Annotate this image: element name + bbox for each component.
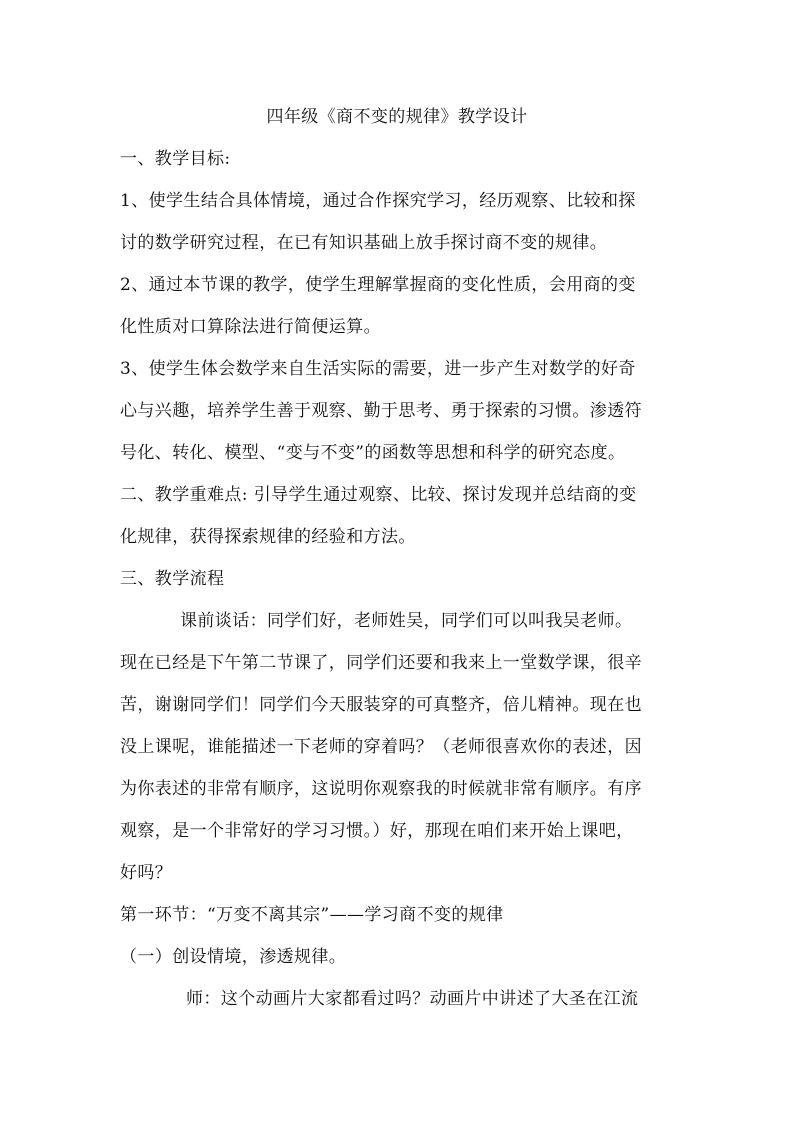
paragraph-line: 3、使学生体会数学来自生活实际的需要，进一步产生对数学的好奇 bbox=[120, 359, 636, 379]
paragraph-line: 没上课呢，谁能描述一下老师的穿着吗？（老师很喜欢你的表述，因 bbox=[120, 737, 642, 757]
paragraph-line: 好吗？ bbox=[120, 863, 173, 883]
section-heading-process: 三、教学流程 bbox=[120, 569, 225, 589]
paragraph-line: 讨的数学研究过程，在已有知识基础上放手探讨商不变的规律。 bbox=[120, 233, 608, 253]
paragraph-line: 现在已经是下午第二节课了，同学们还要和我来上一堂数学课，很辛 bbox=[120, 653, 642, 673]
paragraph-line: 为你表述的非常有顺序，这说明你观察我的时候就非常有顺序。有序 bbox=[120, 779, 642, 799]
paragraph-line: 师：这个动画片大家都看过吗？动画片中讲述了大圣在江流 bbox=[186, 989, 639, 1009]
paragraph-line: 2、通过本节课的教学，使学生理解掌握商的变化性质，会用商的变 bbox=[120, 275, 636, 295]
subsection-heading: （一）创设情境，渗透规律。 bbox=[120, 947, 347, 967]
section-heading-key-points: 二、教学重难点: 引导学生通过观察、比较、探讨发现并总结商的变 bbox=[120, 485, 637, 505]
paragraph-line: 观察，是一个非常好的学习习惯。）好，那现在咱们来开始上课吧， bbox=[120, 821, 634, 841]
paragraph-line: 课前谈话：同学们好，老师姓吴，同学们可以叫我吴老师。 bbox=[180, 611, 633, 631]
paragraph-line: 1、使学生结合具体情境，通过合作探究学习，经历观察、比较和探 bbox=[120, 191, 636, 211]
paragraph-line: 化规律，获得探索规律的经验和方法。 bbox=[120, 527, 416, 547]
section-heading-objectives: 一、教学目标: bbox=[120, 149, 231, 169]
section-heading-stage-one: 第一环节：“万变不离其宗”——学习商不变的规律 bbox=[120, 905, 504, 925]
paragraph-line: 号化、转化、模型、“变与不变”的函数等思想和科学的研究态度。 bbox=[120, 443, 626, 463]
paragraph-line: 心与兴趣，培养学生善于观察、勤于思考、勇于探索的习惯。渗透符 bbox=[120, 401, 642, 421]
paragraph-line: 苦，谢谢同学们！同学们今天服装穿的可真整齐，倍儿精神。现在也 bbox=[120, 695, 642, 715]
paragraph-line: 化性质对口算除法进行简便运算。 bbox=[120, 317, 381, 337]
document-title: 四年级《商不变的规律》教学设计 bbox=[266, 107, 528, 127]
